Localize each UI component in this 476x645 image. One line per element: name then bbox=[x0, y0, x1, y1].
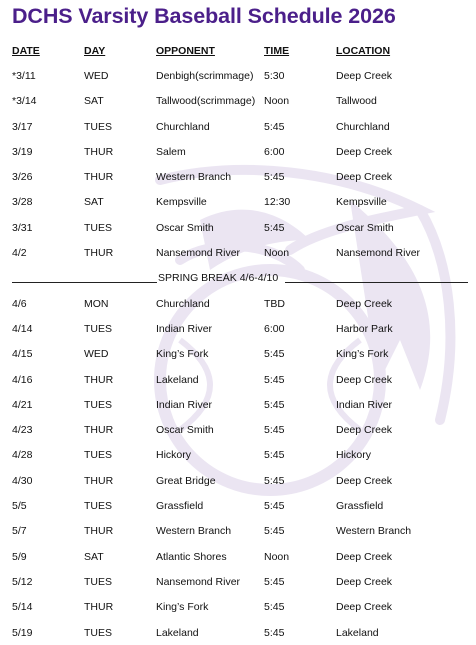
game-day: SAT bbox=[84, 550, 104, 563]
game-day: THUR bbox=[84, 601, 114, 614]
game-location: Deep Creek bbox=[336, 424, 393, 437]
schedule-row bbox=[0, 620, 476, 645]
game-date: 5/7 bbox=[12, 525, 27, 538]
game-location: Deep Creek bbox=[336, 373, 393, 386]
game-date: 3/31 bbox=[12, 221, 33, 234]
schedule-row bbox=[0, 518, 476, 543]
game-time: 5:45 bbox=[264, 373, 285, 386]
game-date: 4/30 bbox=[12, 474, 33, 487]
game-location: Deep Creek bbox=[336, 550, 393, 563]
schedule-row bbox=[0, 240, 476, 265]
game-day: THUR bbox=[84, 424, 114, 437]
game-location: Lakeland bbox=[336, 626, 379, 639]
game-time: 5:45 bbox=[264, 398, 285, 411]
game-day: TUES bbox=[84, 500, 113, 513]
game-day: THUR bbox=[84, 525, 114, 538]
game-day: THUR bbox=[84, 373, 114, 386]
game-location: Deep Creek bbox=[336, 601, 393, 614]
game-date: 4/15 bbox=[12, 348, 33, 361]
game-opponent: Kempsville bbox=[156, 196, 207, 209]
game-date: 4/21 bbox=[12, 398, 33, 411]
game-time: 6:00 bbox=[264, 145, 285, 158]
game-location: Tallwood bbox=[336, 95, 377, 108]
game-day: TUES bbox=[84, 575, 113, 588]
game-date: 4/23 bbox=[12, 424, 33, 437]
game-date: 5/14 bbox=[12, 601, 33, 614]
schedule-row bbox=[0, 468, 476, 493]
game-location: Hickory bbox=[336, 449, 372, 462]
schedule-row bbox=[0, 594, 476, 619]
game-date: 4/14 bbox=[12, 322, 33, 335]
game-date: 5/19 bbox=[12, 626, 33, 639]
game-day: MON bbox=[84, 297, 109, 310]
schedule-table bbox=[0, 63, 476, 645]
game-location: Western Branch bbox=[336, 525, 412, 538]
game-location: Deep Creek bbox=[336, 145, 393, 158]
schedule-header-row bbox=[0, 45, 476, 59]
game-opponent: Atlantic Shores bbox=[156, 550, 227, 563]
game-day: THUR bbox=[84, 474, 114, 487]
game-day: TUES bbox=[84, 120, 113, 133]
schedule-row bbox=[0, 493, 476, 518]
spring-break-row bbox=[0, 265, 476, 290]
header-date: DATE bbox=[12, 45, 40, 57]
game-opponent: Churchland bbox=[156, 120, 210, 133]
game-day: TUES bbox=[84, 626, 113, 639]
game-opponent: Tallwood(scrimmage) bbox=[156, 95, 256, 108]
game-opponent: Salem bbox=[156, 145, 186, 158]
game-location: Deep Creek bbox=[336, 70, 393, 82]
break-line-right bbox=[285, 282, 468, 283]
game-date: 5/9 bbox=[12, 550, 27, 563]
schedule-row bbox=[0, 215, 476, 240]
game-opponent: Oscar Smith bbox=[156, 424, 214, 437]
game-time: 5:45 bbox=[264, 575, 285, 588]
game-time: 5:45 bbox=[264, 525, 285, 538]
game-location: Indian River bbox=[336, 398, 393, 411]
game-day: SAT bbox=[84, 95, 104, 108]
game-day: THUR bbox=[84, 145, 114, 158]
game-location: Harbor Park bbox=[336, 322, 393, 335]
schedule-row bbox=[0, 88, 476, 113]
game-location: Deep Creek bbox=[336, 297, 393, 310]
game-date: 3/28 bbox=[12, 196, 33, 209]
game-day: TUES bbox=[84, 398, 113, 411]
game-location: King’s Fork bbox=[336, 348, 389, 361]
game-time: 5:45 bbox=[264, 348, 285, 361]
game-time: 5:45 bbox=[264, 171, 285, 184]
game-location: Deep Creek bbox=[336, 171, 393, 184]
header-day: DAY bbox=[84, 45, 106, 57]
game-opponent: Western Branch bbox=[156, 525, 232, 538]
schedule-row bbox=[0, 63, 476, 88]
game-opponent: Lakeland bbox=[156, 373, 199, 386]
game-day: TUES bbox=[84, 322, 113, 335]
schedule-row bbox=[0, 139, 476, 164]
schedule-row bbox=[0, 316, 476, 341]
schedule-row bbox=[0, 164, 476, 189]
game-opponent: Hickory bbox=[156, 449, 192, 462]
game-date: 4/28 bbox=[12, 449, 33, 462]
game-date: 3/19 bbox=[12, 145, 33, 158]
game-opponent: Churchland bbox=[156, 297, 210, 310]
game-day: WED bbox=[84, 70, 109, 82]
game-day: THUR bbox=[84, 171, 114, 184]
game-time: TBD bbox=[264, 297, 285, 310]
game-opponent: King’s Fork bbox=[156, 601, 209, 614]
schedule-row bbox=[0, 114, 476, 139]
header-opponent: OPPONENT bbox=[156, 45, 215, 57]
game-time: 5:45 bbox=[264, 449, 285, 462]
game-time: 5:45 bbox=[264, 601, 285, 614]
game-date: 4/16 bbox=[12, 373, 33, 386]
game-time: 5:45 bbox=[264, 221, 285, 234]
break-line-left bbox=[12, 282, 157, 283]
game-date: 5/5 bbox=[12, 500, 27, 513]
game-opponent: Oscar Smith bbox=[156, 221, 214, 234]
game-location: Nansemond River bbox=[336, 247, 421, 260]
page-title: DCHS Varsity Baseball Schedule 2026 bbox=[12, 4, 396, 28]
game-date: 5/12 bbox=[12, 575, 33, 588]
game-time: Noon bbox=[264, 550, 290, 563]
game-time: 5:45 bbox=[264, 474, 285, 487]
game-opponent: Indian River bbox=[156, 322, 213, 335]
game-time: 6:00 bbox=[264, 322, 285, 335]
game-opponent: Nansemond River bbox=[156, 247, 241, 260]
game-location: Kempsville bbox=[336, 196, 387, 209]
game-location: Churchland bbox=[336, 120, 390, 133]
game-opponent: Western Branch bbox=[156, 171, 232, 184]
schedule-row bbox=[0, 442, 476, 467]
game-opponent: Indian River bbox=[156, 398, 213, 411]
game-opponent: Nansemond River bbox=[156, 575, 241, 588]
game-day: SAT bbox=[84, 196, 104, 209]
game-date: 4/6 bbox=[12, 297, 27, 310]
schedule-row bbox=[0, 544, 476, 569]
game-date: 3/26 bbox=[12, 171, 33, 184]
game-date: *3/11 bbox=[12, 70, 36, 82]
game-opponent: Grassfield bbox=[156, 500, 204, 513]
game-time: 5:45 bbox=[264, 120, 285, 133]
game-opponent: King’s Fork bbox=[156, 348, 209, 361]
game-date: 4/2 bbox=[12, 247, 27, 260]
schedule-row bbox=[0, 569, 476, 594]
game-opponent: Denbigh(scrimmage) bbox=[156, 70, 254, 82]
game-location: Grassfield bbox=[336, 500, 384, 513]
schedule-row bbox=[0, 367, 476, 392]
header-location: LOCATION bbox=[336, 45, 391, 57]
game-time: Noon bbox=[264, 247, 290, 260]
schedule-row bbox=[0, 417, 476, 442]
game-date: 3/17 bbox=[12, 120, 33, 133]
game-day: TUES bbox=[84, 221, 113, 234]
schedule-row bbox=[0, 341, 476, 366]
spring-break-label: SPRING BREAK 4/6-4/10 bbox=[158, 272, 279, 285]
game-opponent: Lakeland bbox=[156, 626, 199, 639]
game-location: Deep Creek bbox=[336, 575, 393, 588]
game-location: Oscar Smith bbox=[336, 221, 394, 234]
game-day: TUES bbox=[84, 449, 113, 462]
schedule-row bbox=[0, 392, 476, 417]
game-day: THUR bbox=[84, 247, 114, 260]
game-day: WED bbox=[84, 348, 109, 361]
game-time: 5:45 bbox=[264, 626, 285, 639]
game-location: Deep Creek bbox=[336, 474, 393, 487]
schedule-row bbox=[0, 189, 476, 214]
game-opponent: Great Bridge bbox=[156, 474, 216, 487]
game-time: 5:45 bbox=[264, 500, 285, 513]
game-time: 5:45 bbox=[264, 424, 285, 437]
game-time: Noon bbox=[264, 95, 290, 108]
header-time: TIME bbox=[264, 45, 290, 57]
game-time: 12:30 bbox=[264, 196, 291, 209]
schedule-row bbox=[0, 291, 476, 316]
game-date: *3/14 bbox=[12, 95, 37, 108]
game-time: 5:30 bbox=[264, 70, 285, 82]
